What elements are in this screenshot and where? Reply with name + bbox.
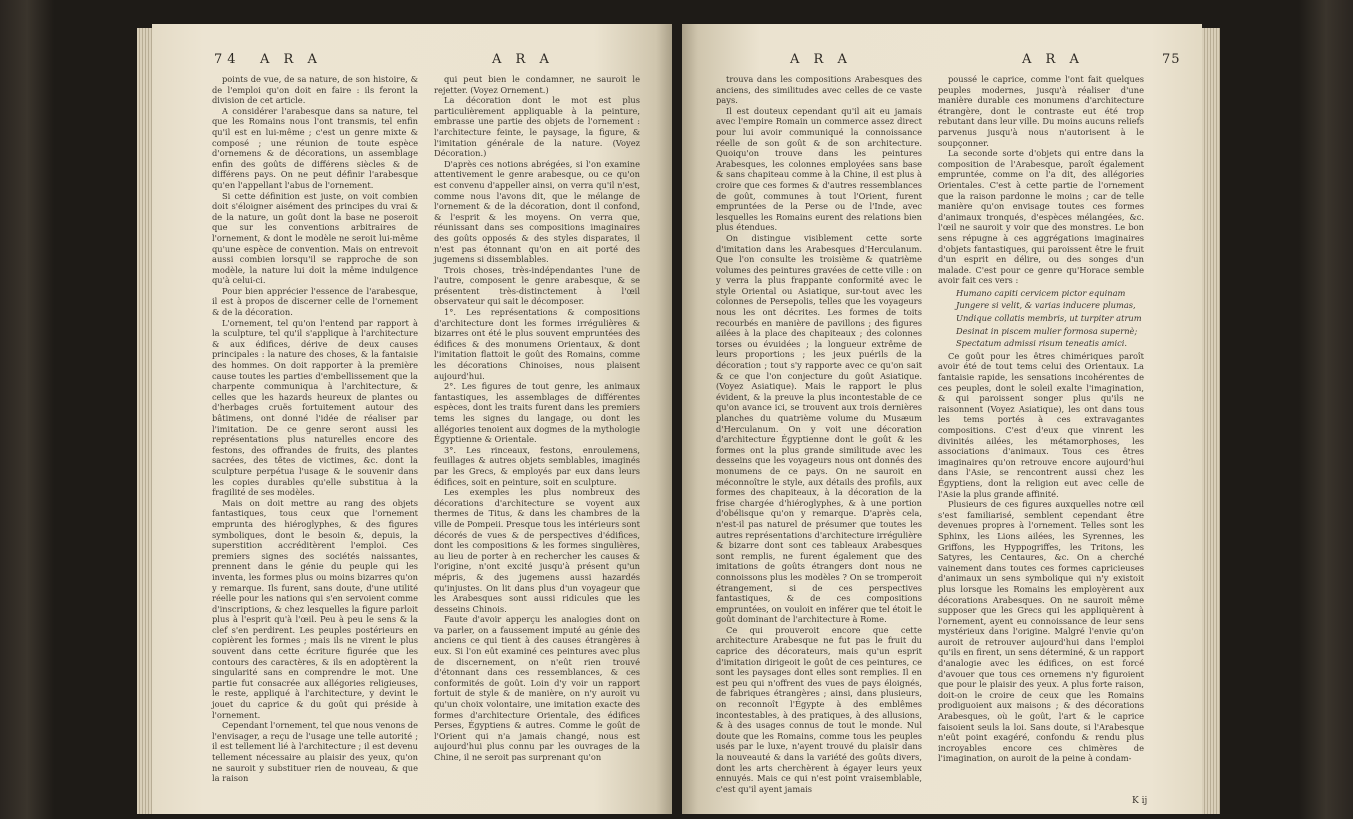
left-column-2 (434, 74, 640, 763)
right-page (682, 24, 1202, 814)
left-page (152, 24, 672, 814)
paragraph: L'ornement, tel qu'on l'entend par rapport à la sculpture, tel qu'il s'applique à l'architecture & aux édifices, dérive de deux causes principales : la nature des choses, & la fantaisie des hommes. On doit rapporter à la première cause toutes les parties d'embellissement que la charpente communiqua à l'architecture, & celles que les hazards heureux de plantes ou d'herbages cruës fortuitement autour des bâtimens, ont donné l'idée de réaliser par l'imitation. De ce genre seront aussi les représentations plus naturelles encore des festons, des offrandes de fruits, des plantes sacrées, des têtes de victimes, &c. dont la sculpture perpétua l'usage & le souvenir dans les copies durables qu'elle substitua à la fragilité de ses modèles. (212, 317, 418, 498)
paragraph: On distingue visiblement cette sorte d'imitation dans les Arabesques d'Herculanum. Que l'on consulte les troisième & quatrième volumes des peintures gravées de cette ville : on y verra la plus frappante conformité avec le style Oriental ou Asiatique, sur-tout avec les colonnes de Persepolis, telles que les voyageurs nous les ont décrites. Les formes de toits recourbés en manière de pavillons ; des figures ailées à la place des chapiteaux ; des colonnes torses ou évuidées ; la longueur extrême de leurs proportions ; les jeux puérils de la décoration ; tout s'y rapporte avec ce qu'on sait & ce que l'on conjecture du goût Asiatique. (Voyez Asiatique). Mais le rapport le plus évident, & la preuve la plus incontestable de ce qu'on avance ici, se trouvent aux trois dernières planches du quatrième volume du Musæum d'Herculanum. On y voit une décoration d'architecture Égyptienne dont le goût & les formes ont la plus grande similitude avec les desseins que les voyageurs nous ont donnés des monumens de ce pays. On ne sauroit en méconnoître le style, aux détails des profils, aux formes des chapiteaux, à la décoration de la frise chargée d'hiéroglyphes, & à une portion d'obélisque qu'on y remarque. D'après cela, n'est-il pas naturel de présumer que toutes les autres représentations d'architecture irrégulière & bizarre dont sont ces tableaux Arabesques sont remplis, ne furent également que des imitations de goûts étrangers dont nous ne connoissons plus les modèles ? On se tromperoit étrangement, si de ces perspectives fantastiques, & de ces compositions empruntées, on vouloit en inférer que tel étoit le goût dominant de l'architecture à Rome. (716, 232, 922, 625)
paragraph: Plusieurs de ces figures auxquelles notre œil s'est familiarisé, semblent cependant être devenues propres à l'ornement. Telles sont les Sphinx, les Lions ailées, les Syrennes, les Griffons, les Hyppogriffes, les Tritons, les Satyres, les Centaures, &c. On a cherché vainement dans toutes ces formes capricieuses d'animaux un sens symbolique qui n'y existoit plus lorsque les Romains les employèrent aux décorations Arabesques. On ne sauroit même supposer que les Grecs qui les appliquèrent à l'ornement, ayent eu connoissance de leur sens mystérieux dans l'origine. Malgré l'envie qu'on auroit de retrouver aujourd'hui dans l'emploi qu'ils en firent, un sens déterminé, & un rapport d'analogie avec les édifices, on est forcé d'avouer que tous ces ornemens n'y figuroient que pour le plaisir des yeux. A plus forte raison, doit-on le croire de ceux que les Romains prodiguoient aux maisons ; & des décorations Arabesques, où le goût, l'art & le caprice faisoient seuls la loi. Sans doute, si l'Arabesque n'eût point exagéré, confondu & rendu plus incroyables encore ces chimères de l'imagination, on auroit de la peine à condam- (938, 499, 1144, 764)
right-page-number: 75 (1162, 52, 1181, 67)
left-header-right: A R A (492, 52, 554, 67)
paragraph: Mais on doit mettre au rang des objets fantastiques, tous ceux que l'ornement emprunta des hiéroglyphes, & des figures symboliques, dont le besoin &, depuis, la superstition accréditèrent l'emploi. Ces premiers signes des sociétés naissantes, prennent dans le génie du peuple qui les inventa, les formes plus ou moins bizarres qu'on y remarque. Ils furent, sans doute, d'une utilité réelle pour les nations qui s'en servoient comme d'inscriptions, & chez lesquelles la figure parloit plus à l'esprit qu'à l'œil. Peu à peu le sens & la clef s'en perdirent. Les peuples postérieurs en copièrent les formes ; mais ils ne virent le plus souvent dans cette écriture figurée que les contours des caractères, & ils en adoptèrent la singularité sans en comprendre le mot. Une partie fut consacrée aux allégories religieuses, le reste, appliqué à l'architecture, y devint le jouet du caprice & du goût qui préside à l'ornement. (212, 497, 418, 720)
paragraph: Les exemples les plus nombreux des décorations d'architecture se voyent aux thermes de Titus, & dans les chambres de la ville de Pompeii. Presque tous les intérieurs sont décorés de vues & de perspectives d'édifices, dont les compositions & les formes singulières, au lieu de porter à en rechercher les causes & l'origine, n'ont excité jusqu'à présent qu'un mépris, & des jugemens aussi hazardés qu'injustes. On lit dans plus d'un voyageur que les Arabesques sont aussi ridicules que les desseins Chinois. (434, 487, 640, 614)
paragraph: Il est douteux cependant qu'il ait eu jamais avec l'empire Romain un commerce assez direct pour lui avoir communiqué la connoissance réelle de son goût & de son architecture. Quoiqu'on trouve dans les peintures Arabesques, les colonnes employées sans base & sans chapiteau comme à la Chine, il est plus à croire que ces formes & d'autres ressemblances de goût, communes à tout l'Orient, furent empruntées de la Perse ou de l'Inde, avec lesquelles les Romains eurent des relations bien plus étendues. (716, 105, 922, 233)
paragraph: Cependant l'ornement, tel que nous venons de l'envisager, a reçu de l'usage une telle autorité ; il est tellement lié à l'architecture ; il est devenu tellement nécessaire au plaisir des yeux, qu'on ne sauroit y substituer rien de nouveau, & que la raison (212, 720, 418, 784)
paragraph: Humano capiti cervicem pictor equinam (956, 287, 1126, 298)
right-header-left: A R A (790, 52, 852, 67)
paragraph: Si cette définition est juste, on voit combien doit s'éloigner aisément des principes du vrai & de la nature, un goût dont la base ne poseroit que sur les conventions arbitraires de l'ornement, & dont le modèle ne seroit lui-même qu'une espèce de convention. Mais on entrevoit aussi combien lorsqu'il se rapproche de son modèle, la nature lui doit la même indulgence qu'à celui-ci. (212, 190, 418, 286)
right-page-edges (1202, 28, 1220, 814)
right-header-right: A R A (1022, 52, 1084, 67)
paragraph: Jungere si velit, & varias inducere plumas, (956, 300, 1136, 311)
paragraph: trouva dans les compositions Arabesques des anciens, des similitudes avec celles de ce vaste pays. (716, 74, 922, 106)
paragraph: 3°. Les rinceaux, festons, enroulemens, feuillages & autres objets semblables, imaginés par les Grecs, & employés par eux dans leurs édifices, soit en peinture, soit en sculpture. (434, 444, 640, 487)
paragraph: Pour bien apprécier l'essence de l'arabesque, il est à propos de discerner celle de l'ornement & de la décoration. (212, 285, 418, 318)
paragraph: Trois choses, très-indépendantes l'une de l'autre, composent le genre arabesque, & se présentent très-distinctement à l'œil observateur qui sait le décomposer. (434, 264, 640, 307)
left-column-1 (212, 74, 418, 784)
signature-mark: K ij (1132, 796, 1148, 806)
paragraph: 1°. Les représentations & compositions d'architecture dont les formes irrégulières & bizarres ont été le plus souvent empruntées des édifices & des monumens Orientaux, & dont l'imitation flattoit le goût des Romains, comme les décorations Chinoises, nous plaisent aujourd'hui. (434, 307, 640, 381)
left-page-edges (137, 28, 152, 814)
paragraph: Undique collatis membris, ut turpiter atrum (956, 313, 1142, 324)
left-page-number: 74 (214, 52, 241, 67)
paragraph: Faute d'avoir apperçu les analogies dont on va parler, on a faussement imputé au génie des anciens ce qui tient à des causes étrangères à eux. Si l'on eût examiné ces peintures avec plus de discernement, on n'eût rien trouvé d'étonnant dans ces ressemblances, & ces conformités de goût. Loin d'y voir un rapport fortuit de style & de manière, on n'y auroit vu qu'un choix volontaire, une imitation exacte des formes d'architecture Orientale, des édifices Perses, Égyptiens & autres. Comme le goût de l'Orient qui n'a jamais changé, nous est aujourd'hui plus connu par les ouvrages de la Chine, il ne seroit pas surprenant qu'on (434, 614, 640, 762)
paragraph: Ce qui prouveroit encore que cette architecture Arabesque ne fut pas le fruit du caprice des décorateurs, mais qu'un esprit d'imitation dirigeoit le goût de ces peintures, ce sont les paysages dont elles sont remplies. Il en est peu qui n'offrent des vues de pays éloignés, de fabriques étrangères ; ainsi, dans plusieurs, on reconnoît l'Égypte à des emblêmes incontestables, à des pratiques, à des allusions, & à des usages connus de tout le monde. Nul doute que les Romains, comme tous les peuples usés par le luxe, n'ayent trouvé du plaisir dans la nouveauté & dans la variété des goûts divers, dont les arts cherchèrent à égayer leurs yeux ennuyés. Mais ce qui n'est point vraisemblable, c'est qu'il ayent jamais (716, 624, 922, 794)
right-column-1 (716, 74, 922, 794)
paragraph: Desinat in piscem mulier formosa supernè; (956, 325, 1138, 336)
paragraph: La décoration dont le mot est plus particulièrement appliquable à la peinture, embrasse une partie des objets de l'ornement : l'architecture feinte, le paysage, la figure, & l'imitation générale de la nature. (Voyez Décoration.) (434, 95, 640, 159)
paragraph: Spectatum admissi risum teneatis amici. (956, 338, 1128, 349)
paragraph: points de vue, de sa nature, de son histoire, & de l'emploi qu'on doit en faire : ils feront la division de cet article. (212, 74, 418, 106)
paragraph: La seconde sorte d'objets qui entre dans la composition de l'Arabesque, paroît également empruntée, comme on l'a dit, des allégories Orientales. C'est à cette partie de l'ornement que la raison pardonne le moins ; car de telle manière qu'on envisage toutes ces formes d'animaux tronqués, d'espèces mélangées, &c. l'œil ne sauroit y voir que des monstres. Le bon sens répugne à ces aggrégations imaginaires d'objets fantastiques, qui paroissent être le fruit d'un esprit en délire, ou des songes d'un malade. C'est pour ce genre qu'Horace semble avoir fait ces vers : (938, 148, 1144, 286)
right-column-2 (938, 74, 1144, 764)
paragraph: A considérer l'arabesque dans sa nature, tel que les Romains nous l'ont transmis, tel enfin qu'il est en lui-même ; c'est un genre mixte & composé ; une réunion de toute espèce d'ornemens & de décorations, un assemblage enfin des goûts de différens siècles & de différens pays. On ne peut définir l'arabesque qu'en l'appellant l'abus de l'ornement. (212, 105, 418, 190)
paragraph: qui peut bien le condamner, ne sauroit le rejetter. (Voyez Ornement.) (434, 74, 640, 95)
paragraph: D'après ces notions abrégées, si l'on examine attentivement le genre arabesque, ou ce qu'on est convenu d'appeller ainsi, on verra qu'il n'est, comme nous l'avons dit, que le mélange de l'ornement & de la décoration, dont il confond, & l'esprit & les moyens. On verra que, réunissant dans ses compositions imaginaires des goûts opposés & des styles disparates, il n'est pas étonnant qu'on en ait porté des jugemens si dissemblables. (434, 158, 640, 265)
paragraph: Ce goût pour les êtres chimériques paroît avoir été de tout tems celui des Orientaux. La fantaisie rapide, les sensations incohérentes de ces peuples, dont le soleil exalte l'imagination, & qui paroissent songer plus qu'ils ne raisonnent (Voyez Asiatique), les ont dans tous les tems portés à ces extravagantes compositions. C'est d'eux que vinrent les divinités ailées, les métamorphoses, les associations d'animaux. Tous ces êtres imaginaires qu'on retrouve encore aujourd'hui dans l'Asie, se rencontrent aussi chez les Égyptiens, dont la religion eut avec celle de l'Asie la plus grande affinité. (938, 350, 1144, 499)
paragraph: 2°. Les figures de tout genre, les animaux fantastiques, les assemblages de différentes espèces, dont les traits furent dans les premiers tems les signes du langage, ou dont les allégories tenoient aux dogmes de la mythologie Égyptienne & Orientale. (434, 381, 640, 445)
left-header-left: A R A (260, 52, 322, 67)
paragraph: poussé le caprice, comme l'ont fait quelques peuples modernes, jusqu'à réaliser d'une manière durable ces monumens d'architecture étrangère, dont le contraste eut été trop rebutant dans leur ville. Du moins aucuns reliefs parvenus jusqu'à nous n'autorisent à le soupçonner. (938, 74, 1144, 148)
